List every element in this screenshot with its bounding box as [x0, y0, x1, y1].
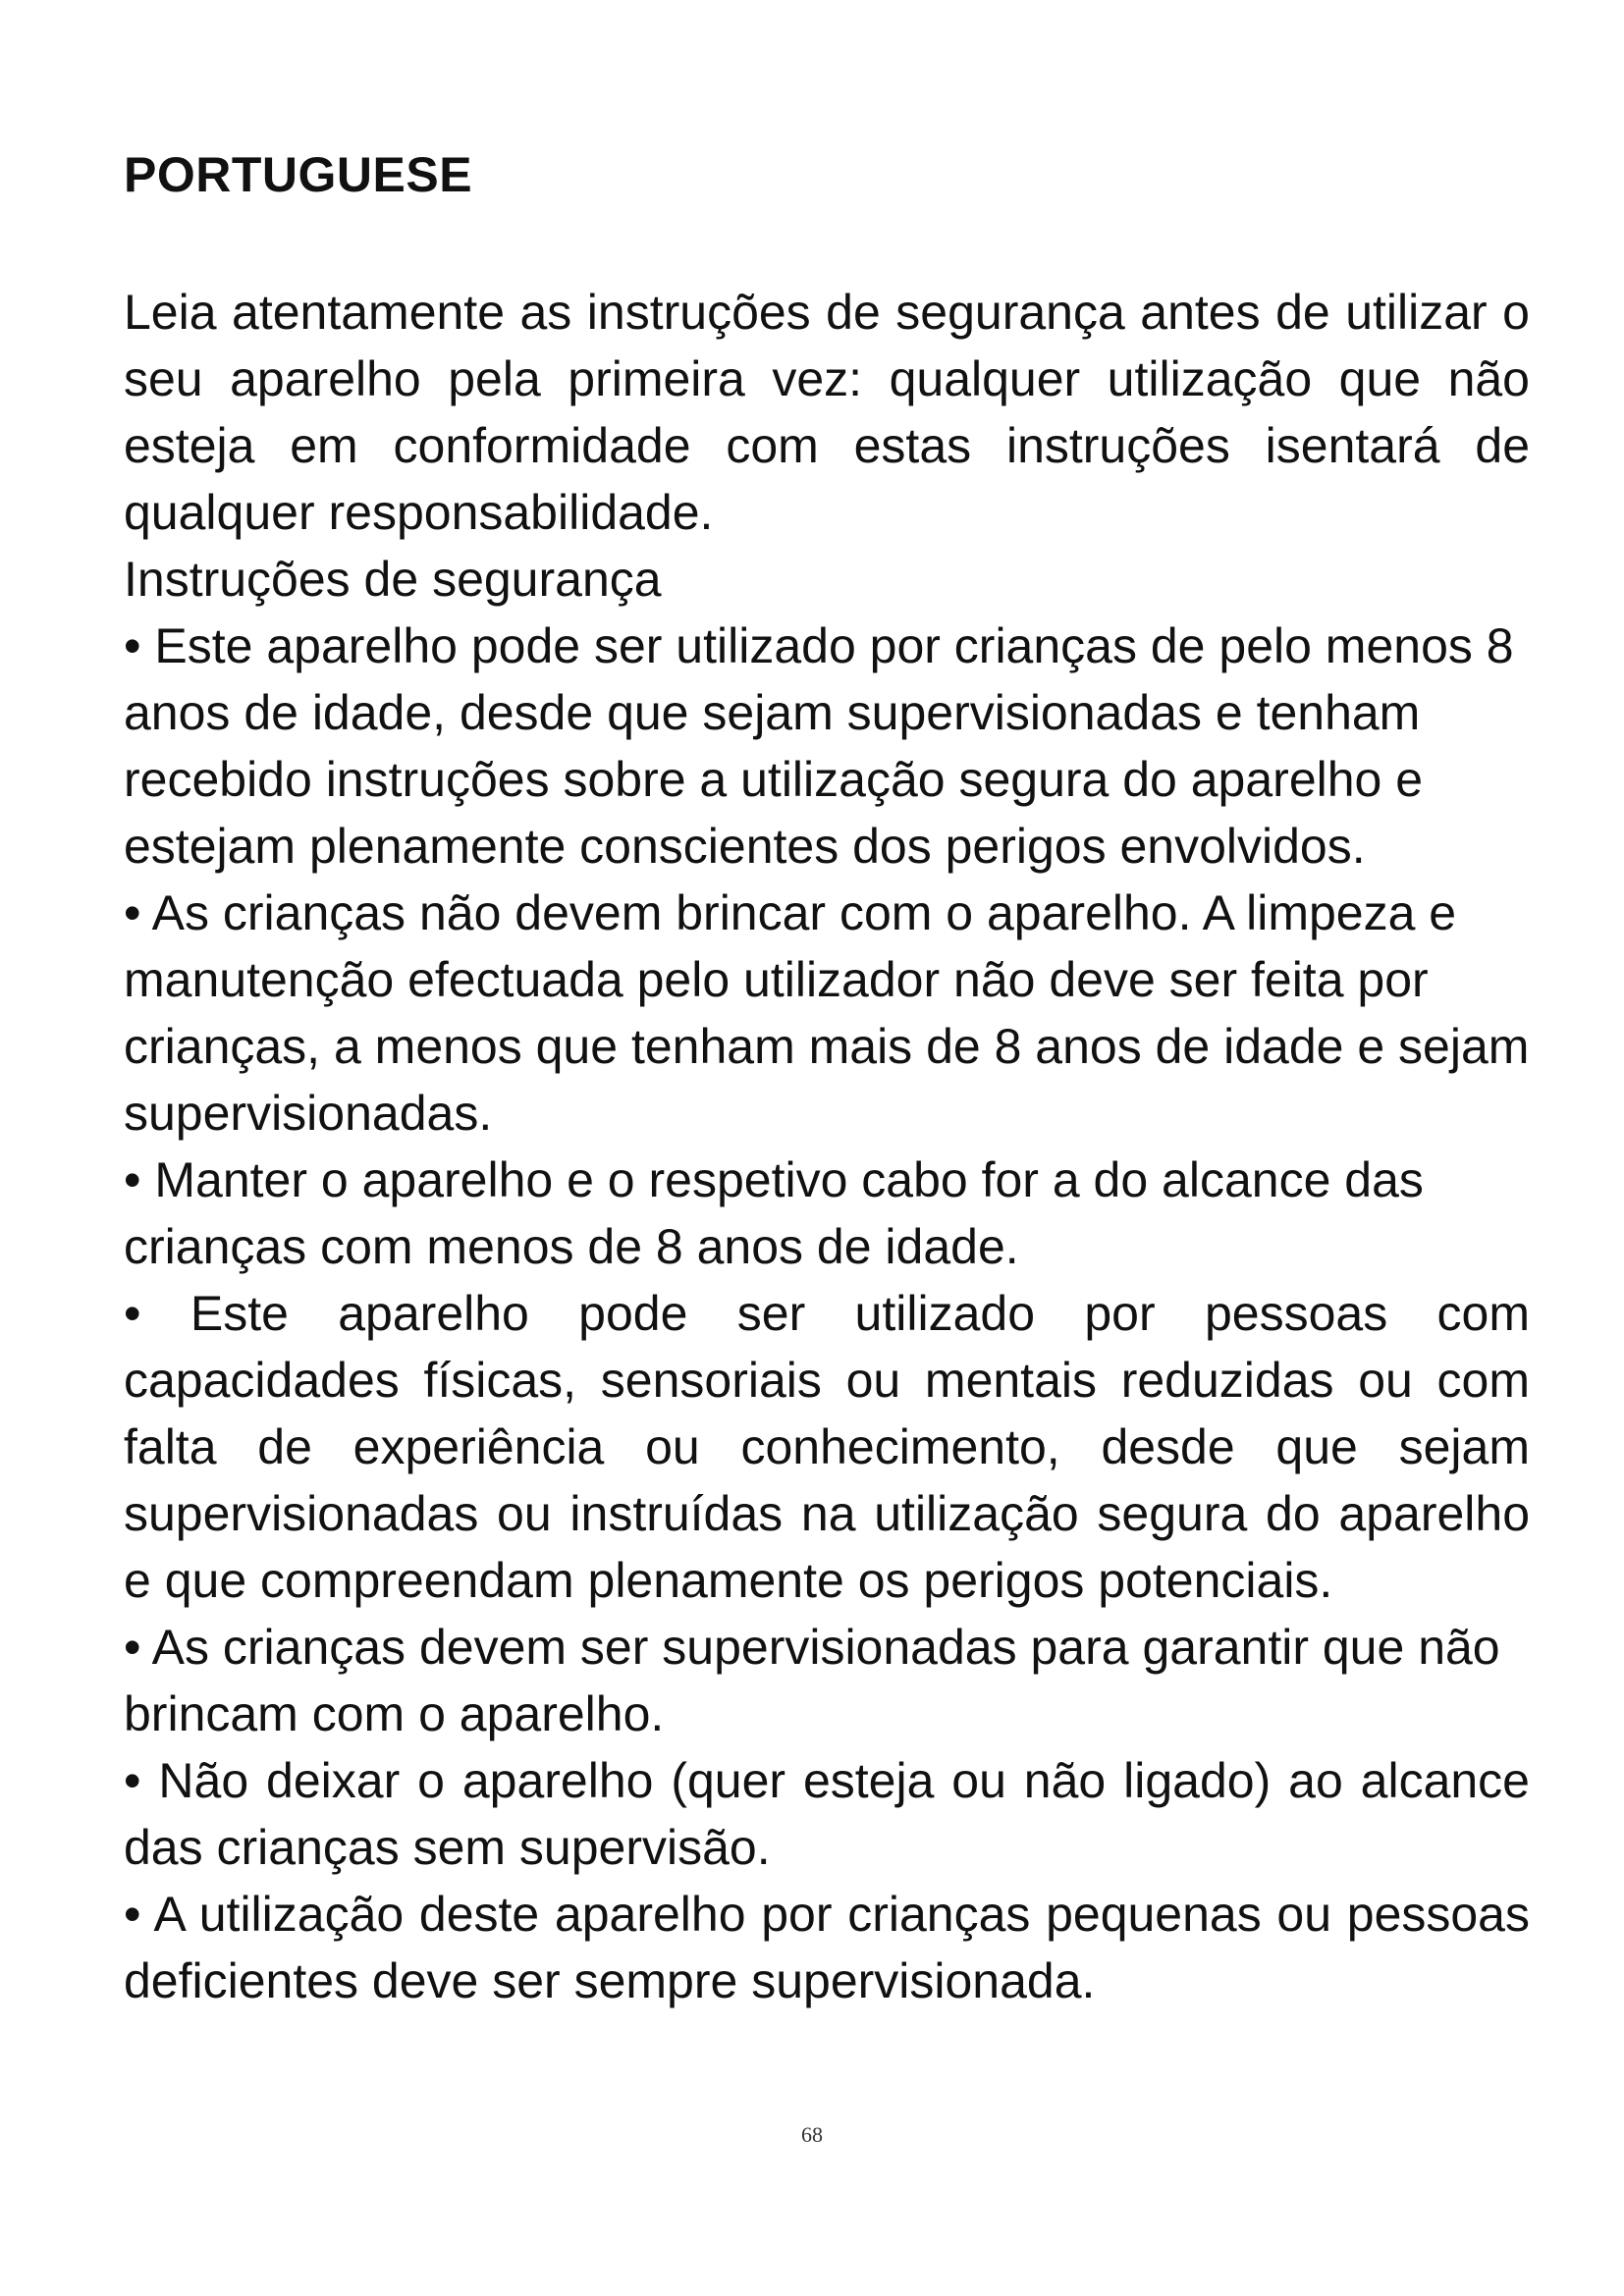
- language-heading: PORTUGUESE: [124, 147, 473, 202]
- bullet-item-5: • As crianças devem ser supervisionadas para garantir que não brincam com o aparelho.: [124, 1620, 1500, 1741]
- bullet-item-7: • A utilização deste aparelho por crianças pequenas ou pessoas deficientes deve ser sempre supervisionada.: [124, 1887, 1530, 2008]
- bullet-item-3: • Manter o aparelho e o respetivo cabo for a do alcance das crianças com menos de 8 anos de idade.: [124, 1152, 1424, 1274]
- document-body: [124, 279, 1530, 2014]
- bullet-item-4: • Este aparelho pode ser utilizado por pessoas com capacidades físicas, sensoriais ou mentais reduzidas ou com falta de experiência ou conhecimento, desde que sejam supervisionadas ou instruídas na utilização segura do aparelho e que compreendam plenamente os perigos potenciais.: [124, 1286, 1530, 1608]
- section-title: Instruções de segurança: [124, 552, 662, 607]
- intro-paragraph: Leia atentamente as instruções de segurança antes de utilizar o seu aparelho pela primeira vez: qualquer utilização que não esteja em conformidade com estas instruções isentará de qualquer responsabilidade.: [124, 285, 1530, 540]
- page-number: 68: [801, 2122, 823, 2147]
- bullet-item-2: • As crianças não devem brincar com o aparelho. A limpeza e manutenção efectuada pelo utilizador não deve ser feita por crianças, a menos que tenham mais de 8 anos de idade e sejam supervisionadas.: [124, 885, 1530, 1141]
- bullet-item-1: • Este aparelho pode ser utilizado por crianças de pelo menos 8 anos de idade, desde que sejam supervisionadas e tenham recebido instruções sobre a utilização segura do aparelho e estejam plenamente conscientes dos perigos envolvidos.: [124, 618, 1514, 874]
- bullet-item-6: • Não deixar o aparelho (quer esteja ou não ligado) ao alcance das crianças sem supervisão.: [124, 1753, 1530, 1875]
